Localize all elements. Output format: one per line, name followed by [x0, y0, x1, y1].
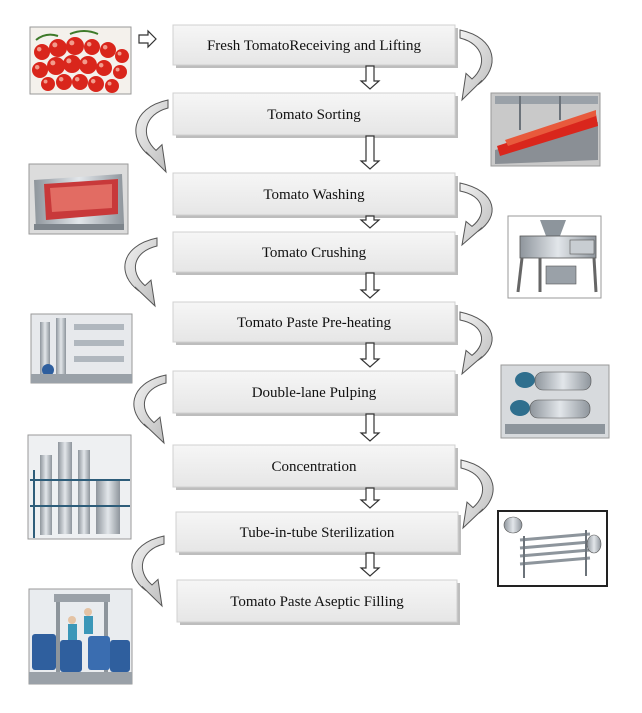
tomato-icon	[47, 57, 65, 75]
step-box-1	[173, 25, 458, 68]
sterilizer-photo	[498, 511, 607, 586]
fresh-tomatoes-photo	[30, 27, 131, 94]
sorting-conveyor-photo	[491, 93, 600, 166]
preheater-photo	[31, 314, 132, 383]
down-arrow-icon	[361, 414, 379, 441]
step-box-4	[173, 232, 458, 275]
curved-arrow-icon	[132, 536, 164, 606]
tomato-highlight	[59, 77, 63, 81]
tomato-highlight	[99, 63, 103, 67]
pulping-machine-photo	[501, 365, 609, 438]
step-box-6	[173, 371, 458, 416]
tomato-icon	[41, 77, 55, 91]
tomato-icon	[84, 39, 100, 55]
tomato-highlight	[35, 65, 39, 69]
tomato-icon	[56, 74, 72, 90]
aseptic-filling-photo	[29, 589, 132, 684]
tomato-highlight	[118, 52, 122, 56]
evaporator-photo	[28, 435, 131, 539]
step-box-9	[177, 580, 460, 625]
tomato-highlight	[75, 77, 79, 81]
step-box-8	[176, 512, 461, 555]
tomato-icon	[72, 74, 88, 90]
down-arrow-icon	[361, 553, 379, 576]
tomato-highlight	[108, 82, 112, 86]
step-label-2: Tomato Sorting	[267, 107, 361, 123]
step-label-7: Concentration	[271, 459, 357, 475]
crusher-machine-photo	[508, 216, 601, 298]
receiving-arrow-icon	[139, 31, 156, 47]
tomato-highlight	[66, 58, 71, 63]
tomato-icon	[49, 39, 67, 57]
tomato-highlight	[116, 68, 120, 72]
step-label-4: Tomato Crushing	[261, 245, 367, 261]
tomato-highlight	[87, 42, 91, 46]
tomato-highlight	[103, 45, 107, 49]
tomato-highlight	[44, 80, 48, 84]
step-box-5	[173, 302, 458, 345]
tomato-highlight	[50, 60, 55, 65]
tomato-icon	[113, 65, 127, 79]
tomato-icon	[63, 55, 81, 73]
down-arrow-icon	[361, 488, 379, 508]
tomato-highlight	[82, 59, 87, 64]
step-label-9: Tomato Paste Aseptic Filling	[230, 594, 404, 610]
tomato-highlight	[91, 79, 95, 83]
tomato-highlight	[37, 47, 41, 51]
down-arrow-icon	[361, 343, 379, 367]
tomato-icon	[88, 76, 104, 92]
step-box-7	[173, 445, 458, 490]
curved-arrow-icon	[134, 375, 166, 443]
curved-arrow-icon	[460, 30, 492, 100]
curved-arrow-icon	[125, 238, 157, 306]
tomato-icon	[115, 49, 129, 63]
tomato-icon	[105, 79, 119, 93]
tomato-icon	[66, 37, 84, 55]
curved-arrow-icon	[461, 460, 493, 528]
tomato-icon	[96, 60, 112, 76]
tomato-highlight	[69, 40, 74, 45]
curved-arrow-icon	[460, 312, 492, 374]
down-arrow-icon	[361, 66, 379, 89]
curved-arrow-icon	[136, 100, 168, 172]
tomato-highlight	[52, 42, 57, 47]
step-box-2	[173, 93, 458, 138]
step-label-5: Tomato Paste Pre-heating	[237, 315, 391, 331]
washing-machine-photo	[29, 164, 128, 234]
curved-arrow-icon	[460, 183, 492, 245]
tomato-icon	[34, 44, 50, 60]
step-label-3: Tomato Washing	[263, 187, 365, 203]
step-label-1: Fresh TomatoReceiving and Lifting	[206, 38, 422, 54]
tomato-icon	[79, 56, 97, 74]
tomato-icon	[100, 42, 116, 58]
step-label-8: Tube-in-tube Sterilization	[239, 525, 395, 541]
step-label-6: Double-lane Pulping	[251, 385, 377, 401]
down-arrow-icon	[361, 136, 379, 169]
down-arrow-icon	[361, 273, 379, 298]
step-box-3	[173, 173, 458, 218]
tomato-icon	[32, 62, 48, 78]
